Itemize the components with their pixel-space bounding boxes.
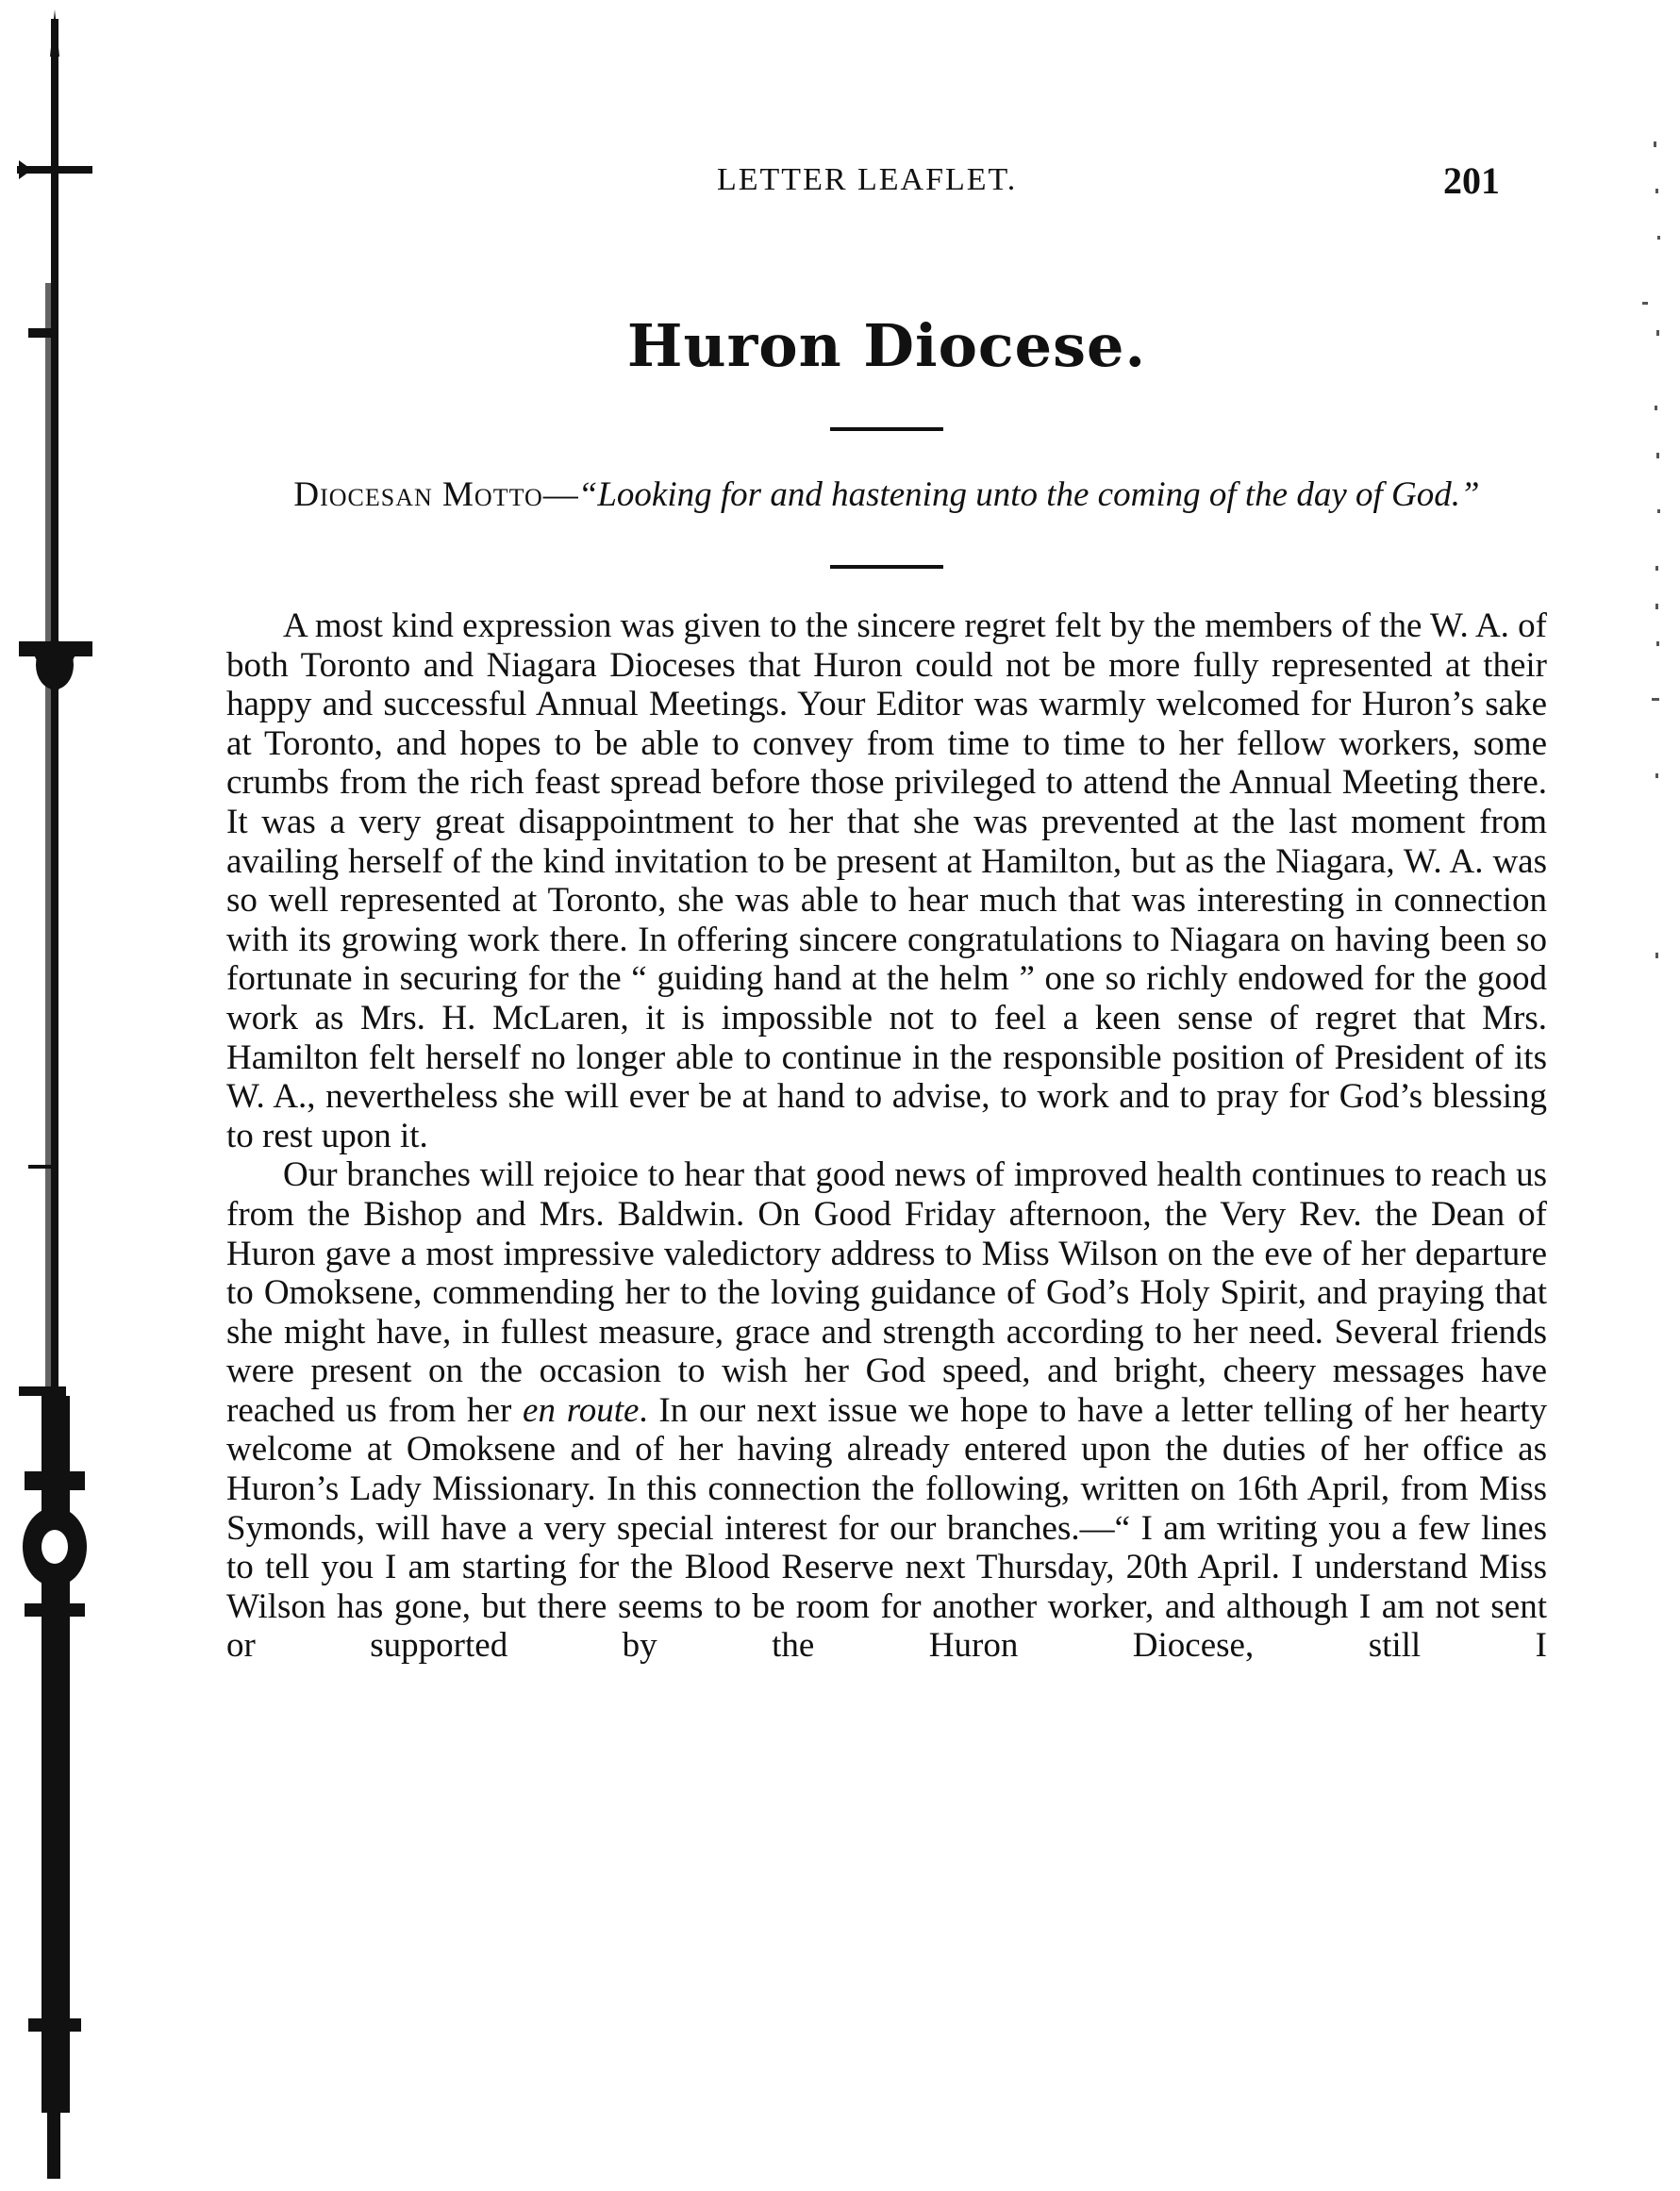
motto-label: Diocesan Motto: [293, 475, 543, 514]
section-heading: Huron Diocese.: [626, 311, 1147, 380]
paragraph-text: A most kind expression was given to the sincere regret felt by the members of the W. A. of both Toronto and Niagara Dioceses that Huron could not be more fully represented at their happy and successful Annual Meetings. Your Editor was warmly welcomed for Huron’s sake at Toronto, and hopes to be able to convey from time to time to her fellow workers, some crumbs from the rich feast spread before those privileged to attend the Annual Meeting there. It was a very great disappointment to her that she was prevented at the last moment from availing herself of the kind invitation to be present at Hamilton, but as the Niagara, W. A. was so well represented at Toronto, she was able to hear much that was interesting in connection with its growing work there. In offering sincere congratulations to Niagara on having been so fortunate in securing for the “ guiding hand at the helm ” one so richly endowed for the good work as Mrs. H. McLaren, it is impossible not to feel a keen sense of regret that Mrs. Hamilton felt herself no longer able to continue in the responsible position of President of its W. A., nevertheless she will ever be at hand to advise, to work and to pray for God’s blessing to rest upon it.: [226, 606, 1547, 1155]
paragraph: [226, 606, 1547, 1155]
italic-text: en route: [523, 1390, 640, 1430]
paragraph: [226, 1155, 1547, 1666]
paragraph-text: . In our next issue we hope to have a letter telling of her hearty welcome at Omoksene and of her having already entered upon the duties of her office as Huron’s Lady Missionary. In this connection the following, written on 16th April, from Miss Symonds, will have a very special interest for our branches.—“ I am writing you a few lines to tell you I am starting for the Blood Reserve next Thursday, 20th April. I understand Miss Wilson has gone, but there seems to be room for another worker, and although I am not sent or supported by the Huron Diocese, still I: [226, 1390, 1548, 1666]
motto-quote: “Looking for and hastening unto the coming of the day of God.”: [577, 475, 1480, 514]
diocesan-motto: [226, 473, 1547, 518]
page: [226, 141, 1547, 1666]
binding-ornament: [0, 0, 104, 2186]
running-title: LETTER LEAFLET.: [717, 162, 1018, 197]
running-head: [226, 141, 1547, 202]
article-body: [226, 606, 1547, 1666]
margin-specks: [1623, 0, 1680, 2186]
motto-dash: —: [542, 475, 578, 514]
divider-rule: [830, 427, 943, 431]
paragraph-text: Our branches will rejoice to hear that good news of improved health continues to reach us from the Bishop and Mrs. Baldwin. On Good Friday afternoon, the Very Rev. the Dean of Huron gave a most impressive valedictory address to Miss Wilson on the eve of her departure to Omoksene, commending her to the loving guidance of God’s Holy Spirit, and praying that she might have, in fullest measure, grace and strength according to her need. Several friends were present on the occasion to wish her God speed, and bright, cheery messages have reached us from her: [226, 1155, 1547, 1430]
page-number: 201: [1443, 159, 1500, 202]
divider-rule: [830, 565, 943, 569]
